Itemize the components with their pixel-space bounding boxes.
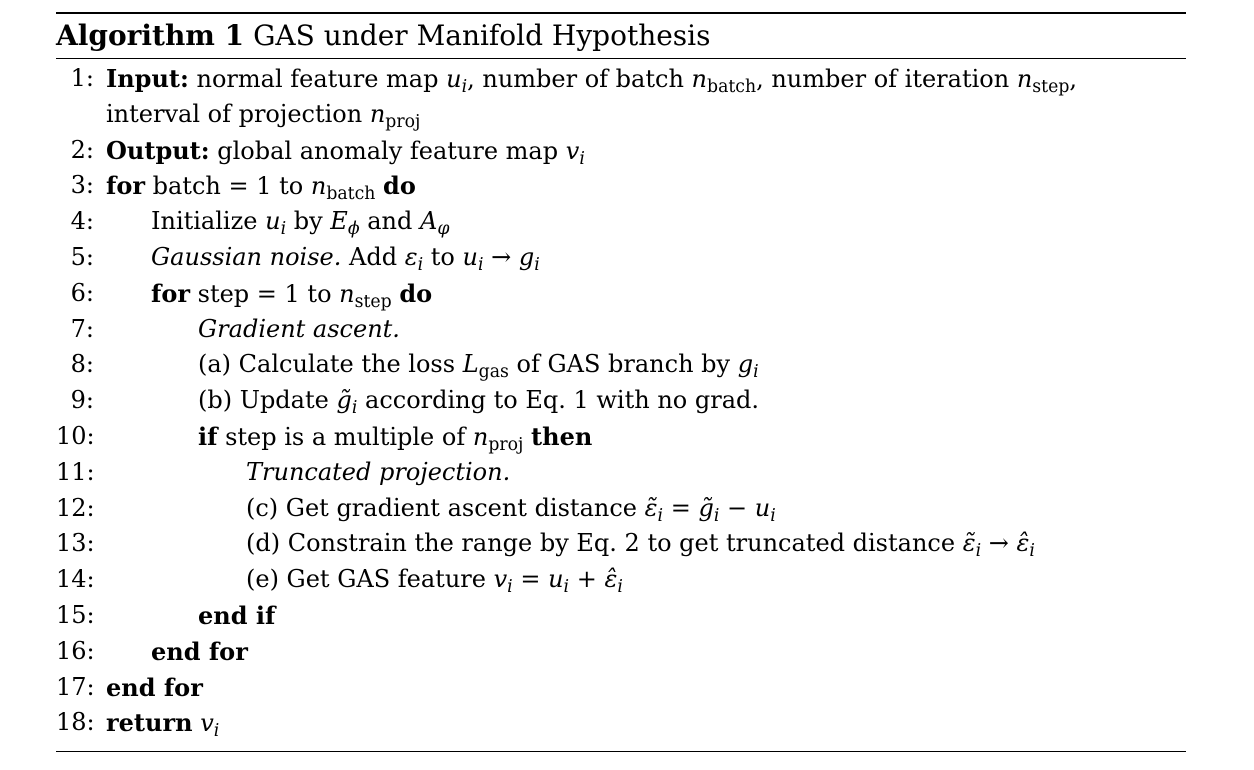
math-arrow: → — [491, 242, 512, 271]
math-u: u — [754, 493, 771, 522]
algorithm-lines — [56, 61, 1186, 741]
line-number: 8: — [70, 350, 94, 379]
math-u: u — [462, 242, 478, 271]
math-eps-tilde: ε̃ — [962, 529, 976, 558]
line-text: normal feature map — [196, 65, 439, 93]
math-sub: i — [713, 505, 720, 526]
math-sub: i — [461, 76, 468, 97]
line-text: Initialize — [151, 207, 258, 236]
line-text: (c) Get gradient ascent distance — [246, 493, 637, 522]
math-sub: φ — [437, 219, 450, 240]
math-arrow: → — [988, 529, 1009, 558]
line-number: 12: — [56, 493, 95, 522]
algo-line-5 — [56, 240, 1186, 276]
algo-line-14 — [56, 562, 1186, 598]
line-number: 15: — [56, 600, 95, 629]
line-number: 10: — [56, 421, 95, 450]
math-n: n — [1016, 65, 1033, 93]
math-n: n — [472, 422, 489, 451]
line-body — [106, 168, 416, 205]
keyword: Output: — [106, 135, 210, 165]
line-body — [106, 61, 1077, 98]
algo-line-17 — [56, 670, 1186, 706]
line-body — [198, 419, 592, 456]
line-body — [198, 347, 759, 383]
algo-line-11 — [56, 455, 1186, 491]
keyword: return — [106, 708, 193, 738]
line-text: interval of projection — [106, 99, 363, 128]
line-text: , — [1069, 65, 1078, 93]
algo-line-13 — [56, 526, 1186, 562]
math-g-tilde: g̃ — [336, 386, 352, 415]
line-body — [246, 455, 510, 491]
line-text: (a) Calculate the loss — [198, 350, 456, 379]
algo-line-7 — [56, 312, 1186, 348]
caption-title: GAS under Manifold Hypothesis — [253, 19, 711, 52]
line-text: to — [430, 242, 455, 271]
line-number: 5: — [70, 242, 94, 271]
algo-line-1-cont — [56, 97, 1186, 133]
bottom-rule — [56, 751, 1186, 752]
algo-line-3 — [56, 168, 1186, 204]
math-sub: ϕ — [347, 219, 360, 240]
line-text: (d) Constrain the range by Eq. 2 to get truncated distance — [246, 529, 956, 558]
algo-line-16 — [56, 634, 1186, 670]
line-body — [106, 705, 219, 742]
italic-heading: Truncated projection. — [246, 457, 511, 486]
math-E: E — [330, 207, 348, 236]
algo-line-12 — [56, 491, 1186, 527]
caption-rule — [56, 58, 1186, 59]
algo-line-6 — [56, 276, 1186, 312]
math-sub: i — [657, 505, 664, 526]
line-body — [246, 526, 1035, 562]
line-text: step is a multiple of — [225, 422, 466, 451]
keyword: for — [106, 171, 145, 201]
line-body — [106, 670, 203, 707]
algorithm-block — [56, 12, 1186, 741]
keyword: end for — [151, 636, 248, 666]
caption-label: Algorithm 1 — [56, 19, 245, 52]
keyword: do — [383, 171, 416, 201]
line-body — [198, 312, 400, 348]
keyword: then — [531, 421, 593, 451]
line-text: , number of iteration — [756, 65, 1010, 93]
italic-heading: Gaussian noise. — [151, 242, 342, 271]
math-n: n — [310, 172, 327, 201]
math-eps-hat: ε̂ — [1016, 529, 1030, 558]
math-v: v — [493, 565, 508, 594]
line-number: 1: — [70, 64, 94, 92]
math-eps: ε — [404, 242, 418, 271]
math-plus: + — [576, 565, 597, 594]
line-body — [198, 383, 759, 419]
line-text: according to Eq. 1 with no grad. — [365, 386, 759, 415]
math-g: g — [737, 350, 754, 379]
math-v: v — [565, 136, 580, 165]
math-sub: i — [753, 362, 759, 383]
line-text: batch = 1 to — [152, 172, 304, 201]
keyword: for — [151, 278, 190, 308]
math-sub: i — [417, 254, 424, 275]
algo-line-1 — [56, 61, 1186, 97]
line-text: Add — [349, 242, 398, 271]
math-A: A — [420, 207, 438, 236]
line-number: 9: — [70, 386, 94, 415]
algo-line-15 — [56, 598, 1186, 634]
line-body — [246, 491, 776, 527]
math-sub: gas — [478, 362, 509, 383]
line-text: by — [293, 207, 323, 236]
line-text: and — [367, 207, 413, 236]
math-equals: = — [670, 493, 691, 522]
keyword: Input: — [106, 64, 189, 93]
math-sub: i — [351, 398, 358, 418]
line-number: 4: — [70, 207, 94, 236]
line-text: step = 1 to — [197, 279, 332, 308]
line-body — [106, 97, 420, 133]
algo-line-10 — [56, 419, 1186, 455]
line-text: of GAS branch by — [516, 350, 731, 379]
algo-line-18 — [56, 705, 1186, 741]
math-equals: = — [520, 565, 541, 594]
math-sub: step — [354, 291, 392, 312]
math-sub: i — [1029, 541, 1035, 562]
line-body — [151, 634, 248, 671]
line-number: 6: — [70, 278, 94, 307]
line-number: 17: — [56, 672, 95, 701]
algo-line-2 — [56, 133, 1186, 169]
math-sub: i — [975, 541, 982, 562]
math-n: n — [339, 279, 355, 308]
math-sub: batch — [707, 76, 757, 97]
line-text: , number of batch — [467, 65, 684, 93]
math-eps-tilde: ε̃ — [644, 493, 658, 522]
math-L: L — [462, 350, 479, 379]
keyword: do — [399, 278, 433, 308]
line-body — [198, 598, 275, 635]
math-sub: batch — [326, 184, 376, 205]
math-sub: proj — [385, 111, 421, 132]
line-body — [151, 276, 432, 313]
math-sub: i — [213, 721, 220, 742]
math-sub: step — [1032, 76, 1070, 97]
math-n: n — [369, 99, 386, 128]
algo-line-9 — [56, 383, 1186, 419]
line-body — [151, 204, 449, 240]
math-sub: i — [534, 254, 540, 275]
line-number: 7: — [70, 314, 94, 343]
line-body — [106, 133, 585, 170]
math-sub: i — [477, 254, 484, 275]
algorithm-caption — [56, 14, 1186, 54]
math-eps-hat: ε̂ — [604, 565, 618, 594]
math-sub: i — [579, 148, 585, 169]
line-number: 2: — [70, 135, 94, 164]
math-sub: i — [507, 576, 513, 597]
line-number: 18: — [56, 708, 95, 737]
line-number: 11: — [56, 457, 95, 486]
math-sub: i — [617, 576, 623, 597]
line-number: 16: — [56, 636, 95, 665]
line-text: (e) Get GAS feature — [246, 565, 486, 594]
math-v: v — [200, 709, 214, 738]
line-number: 13: — [56, 529, 95, 558]
math-n: n — [691, 65, 708, 93]
keyword: if — [198, 421, 218, 451]
math-u: u — [265, 207, 281, 236]
math-sub: i — [770, 505, 776, 526]
algo-line-8 — [56, 347, 1186, 383]
math-u: u — [446, 65, 462, 93]
math-u: u — [548, 565, 564, 594]
line-number: 14: — [56, 565, 95, 594]
line-body — [151, 240, 540, 276]
math-sub: i — [563, 576, 570, 597]
algo-line-4 — [56, 204, 1186, 240]
math-g-tilde: g̃ — [698, 493, 714, 522]
line-text: global anomaly feature map — [217, 136, 559, 165]
math-minus: − — [726, 493, 748, 522]
line-number: 3: — [70, 171, 94, 200]
italic-heading: Gradient ascent. — [198, 314, 400, 343]
line-text: (b) Update — [198, 386, 329, 415]
line-body — [246, 562, 623, 598]
math-sub: i — [280, 219, 287, 240]
keyword: end for — [106, 672, 203, 702]
math-sub: proj — [488, 434, 524, 455]
keyword: end if — [198, 600, 276, 630]
math-g: g — [518, 242, 535, 271]
